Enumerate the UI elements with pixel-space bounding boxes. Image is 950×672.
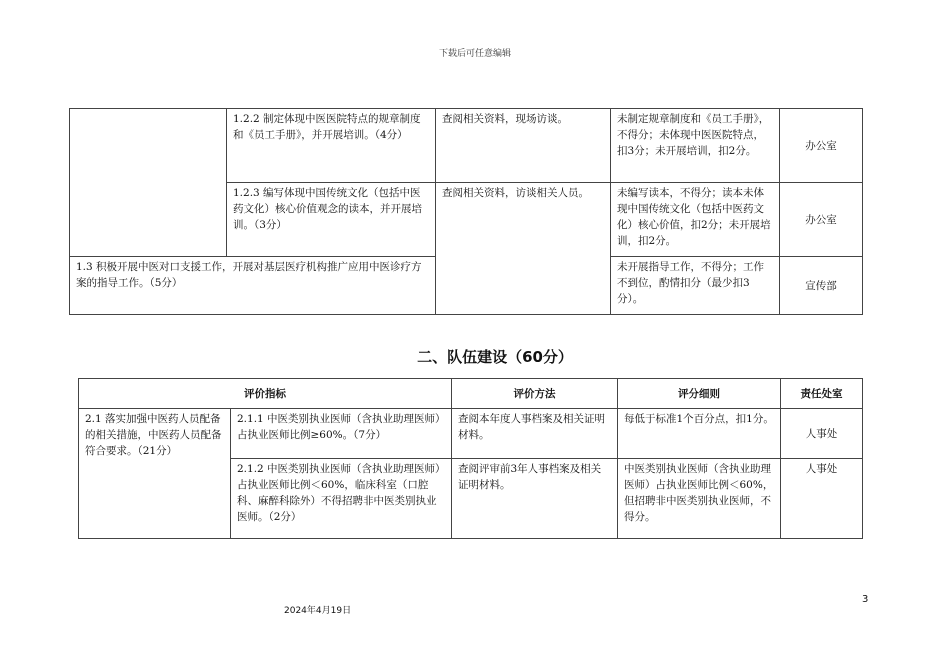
method-cell: 查阅评审前3年人事档案及相关证明材料。 — [452, 459, 618, 539]
table-row — [79, 409, 863, 459]
table-row — [70, 109, 863, 183]
dept-cell: 办公室 — [780, 183, 863, 257]
dept-cell: 人事处 — [781, 409, 863, 459]
header-dept: 责任处室 — [781, 379, 863, 409]
main-indicator-cell: 1.3 积极开展中医对口支援工作，开展对基层医疗机构推广应用中医诊疗方案的指导工作。（5分） — [70, 257, 436, 315]
sub-indicator-cell: 2.1.1 中医类别执业医师（含执业助理医师）占执业医师比例≥60%。（7分） — [231, 409, 452, 459]
table-header-row — [79, 379, 863, 409]
dept-cell: 办公室 — [780, 109, 863, 183]
section-title: 二、队伍建设（60分） — [417, 348, 573, 366]
dept-cell: 人事处 — [781, 459, 863, 539]
header-indicator: 评价指标 — [79, 379, 452, 409]
dept-cell: 宣传部 — [780, 257, 863, 315]
footer-date: 2024年4月19日 — [284, 606, 352, 616]
method-cell: 查阅本年度人事档案及相关证明材料。 — [452, 409, 618, 459]
detail-cell: 每低于标准1个百分点，扣1分。 — [618, 409, 781, 459]
header-detail: 评分细则 — [618, 379, 781, 409]
method-cell: 查阅相关资料，访谈相关人员。 — [436, 183, 611, 315]
method-cell: 查阅相关资料，现场访谈。 — [436, 109, 611, 183]
detail-cell: 中医类别执业医师（含执业助理医师）占执业医师比例＜60%，但招聘非中医类别执业医师，不得分。 — [618, 459, 781, 539]
detail-cell: 未开展指导工作，不得分；工作不到位，酌情扣分（最少扣3分）。 — [611, 257, 780, 315]
sub-indicator-cell: 1.2.2 制定体现中医医院特点的规章制度和《员工手册》，并开展培训。（4分） — [227, 109, 436, 183]
detail-cell: 未制定规章制度和《员工手册》，不得分；未体现中医医院特点，扣3分；未开展培训，扣2分。 — [611, 109, 780, 183]
blank-indicator-cell — [70, 109, 227, 257]
header-note: 下载后可任意编辑 — [438, 49, 511, 59]
header-method: 评价方法 — [452, 379, 618, 409]
detail-cell: 未编写读本，不得分；读本未体现中国传统文化（包括中医药文化）核心价值，扣2分；未开展培训，扣2分。 — [611, 183, 780, 257]
group-indicator-cell: 2.1 落实加强中医药人员配备的相关措施，中医药人员配备符合要求。（21分） — [79, 409, 231, 539]
sub-indicator-cell: 2.1.2 中医类别执业医师（含执业助理医师）占执业医师比例＜60%，临床科室（口腔科、麻醉科除外）不得招聘非中医类别执业医师。（2分） — [231, 459, 452, 539]
evaluation-table-continued — [69, 108, 863, 315]
team-building-table — [78, 378, 863, 539]
sub-indicator-cell: 1.2.3 编写体现中国传统文化（包括中医药文化）核心价值观念的读本，并开展培训。（3分） — [227, 183, 436, 257]
page-number: 3 — [862, 594, 869, 605]
